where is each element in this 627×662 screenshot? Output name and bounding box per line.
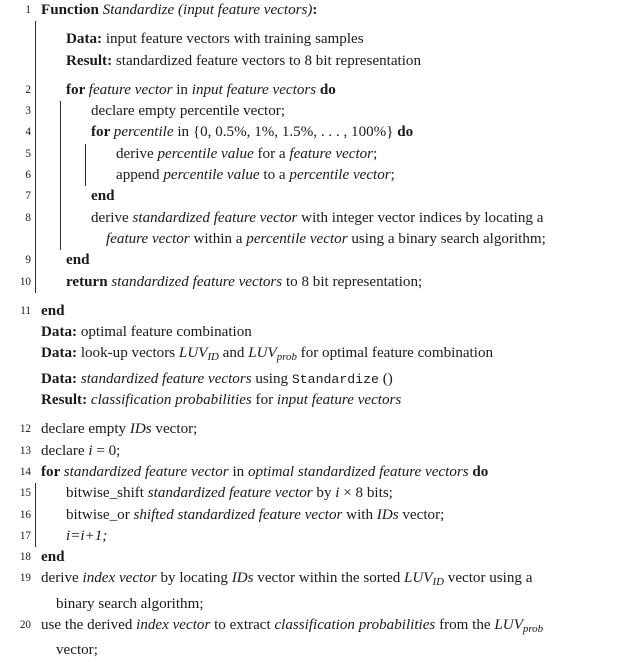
subscript-text: prob xyxy=(276,351,297,364)
algorithm-spec-line xyxy=(0,322,627,343)
algorithm-line xyxy=(0,165,627,186)
variable-text: i xyxy=(335,485,340,502)
plain-text: bitwise_or xyxy=(66,506,134,523)
plain-text: vector; xyxy=(151,421,198,438)
line-content xyxy=(35,462,627,483)
variable-text: percentile vector xyxy=(246,230,348,247)
line-number: 20 xyxy=(19,619,31,632)
variable-text: input feature vectors xyxy=(276,392,402,409)
plain-text: ; xyxy=(373,145,378,162)
line-number: 18 xyxy=(19,551,31,564)
line-content xyxy=(60,250,627,271)
indent-rule xyxy=(60,208,85,251)
keyword: for xyxy=(66,81,89,98)
keyword: Result: xyxy=(66,52,113,69)
plain-text: append xyxy=(116,167,164,184)
algorithm-spec-line xyxy=(0,343,627,368)
plain-text: for xyxy=(251,392,277,409)
plain-text: from the xyxy=(435,617,495,634)
plain-text: derive xyxy=(116,145,158,162)
indent-rule xyxy=(60,122,85,143)
keyword: return xyxy=(66,273,112,290)
variable-text: optimal standardized feature vectors xyxy=(247,463,469,480)
line-number: 3 xyxy=(25,105,31,118)
keyword: Data: xyxy=(41,370,78,387)
indent-rule xyxy=(60,144,85,165)
plain-text: input feature vectors with training samples xyxy=(102,31,364,48)
plain-text: vector; xyxy=(398,506,445,523)
variable-text: standardized feature vector xyxy=(132,209,298,226)
plain-text: declare empty percentile vector; xyxy=(91,103,286,120)
variable-text: Standardize (input feature vectors) xyxy=(102,2,313,18)
indent-rule xyxy=(60,101,85,122)
line-content xyxy=(60,505,627,526)
algorithm-line xyxy=(0,301,627,322)
indent-rule xyxy=(35,526,60,547)
indent-rule xyxy=(35,51,60,72)
keyword: Function xyxy=(41,2,103,18)
keyword: do xyxy=(468,463,489,480)
variable-text: standardized feature vectors xyxy=(80,370,252,387)
line-content xyxy=(110,165,627,186)
line-content xyxy=(110,144,627,165)
plain-text: by xyxy=(312,485,336,502)
plain-text: with xyxy=(342,506,377,523)
line-content xyxy=(35,369,627,390)
indent-rule xyxy=(35,165,60,186)
keyword: : xyxy=(312,2,318,18)
line-content xyxy=(35,547,627,568)
line-content xyxy=(35,343,627,368)
keyword: end xyxy=(41,549,65,566)
line-number: 12 xyxy=(19,423,31,436)
plain-text: vector within the sorted xyxy=(253,570,405,587)
algorithm-spec-line xyxy=(0,369,627,390)
line-content xyxy=(60,272,627,293)
keyword: end xyxy=(91,188,115,205)
line-content xyxy=(35,419,627,440)
variable-text: LUV xyxy=(248,345,277,362)
plain-text: in xyxy=(172,81,192,98)
plain-text: × 8 bits; xyxy=(339,485,393,502)
line-number: 2 xyxy=(25,83,31,96)
plain-text: ; xyxy=(390,167,395,184)
line-continuation xyxy=(91,229,627,250)
algorithm-line xyxy=(0,615,627,662)
plain-text: () xyxy=(378,370,393,387)
line-number: 6 xyxy=(25,169,31,182)
algorithm-line xyxy=(0,250,627,271)
plain-text: vector using a xyxy=(444,570,533,587)
line-content xyxy=(60,483,627,504)
algorithm-line xyxy=(0,462,627,483)
keyword: end xyxy=(41,302,65,319)
variable-text: shifted standardized feature vector xyxy=(133,506,343,523)
algorithm-line xyxy=(0,483,627,504)
plain-text: by locating xyxy=(156,570,232,587)
line-number: 11 xyxy=(20,304,31,317)
line-number: 8 xyxy=(25,211,31,224)
line-content xyxy=(35,615,627,662)
subscript-text: ID xyxy=(207,351,219,364)
plain-text: to a xyxy=(259,167,290,184)
line-number: 5 xyxy=(25,147,31,160)
variable-text: index vector xyxy=(136,617,211,634)
variable-text: index vector xyxy=(82,570,157,587)
plain-text: in {0, 0.5%, 1%, 1.5%, . . . , 100%} xyxy=(173,124,398,141)
variable-text: percentile value xyxy=(163,167,260,184)
plain-text: for optimal feature combination xyxy=(296,345,494,362)
indent-rule xyxy=(35,80,60,101)
subscript-text: ID xyxy=(432,576,444,589)
indent-rule xyxy=(85,144,110,165)
algorithm-line xyxy=(0,101,627,122)
algorithm-spec-line xyxy=(0,51,627,72)
variable-text: percentile xyxy=(113,124,174,141)
plain-text: standardized feature vectors to 8 bit representation xyxy=(112,52,422,69)
line-content xyxy=(35,322,627,343)
line-content xyxy=(35,441,627,462)
plain-text: within a xyxy=(189,230,247,247)
line-number: 10 xyxy=(19,275,31,288)
variable-text: i xyxy=(88,442,93,459)
line-content xyxy=(60,526,627,547)
variable-text: feature vector xyxy=(106,230,190,247)
plain-text: look-up vectors xyxy=(77,345,179,362)
line-number: 15 xyxy=(19,487,31,500)
variable-text: standardized feature vectors xyxy=(111,273,283,290)
plain-text: bitwise_shift xyxy=(66,485,148,502)
variable-text: IDs xyxy=(129,421,152,438)
line-number: 17 xyxy=(19,529,31,542)
variable-text: LUV xyxy=(494,617,523,634)
plain-text: binary search algorithm; xyxy=(56,595,204,612)
line-continuation xyxy=(41,640,627,661)
indent-rule xyxy=(35,144,60,165)
indent-rule xyxy=(85,165,110,186)
algorithm-line xyxy=(0,568,627,615)
keyword: do xyxy=(316,81,336,98)
variable-text: percentile value xyxy=(157,145,254,162)
variable-text: IDs xyxy=(376,506,399,523)
plain-text: vector; xyxy=(56,642,98,659)
keyword: end xyxy=(66,252,90,269)
algorithm-line xyxy=(0,547,627,568)
line-content xyxy=(60,80,627,101)
keyword: Data: xyxy=(66,31,103,48)
plain-text: derive xyxy=(41,570,83,587)
plain-text: to extract xyxy=(210,617,275,634)
indent-rule xyxy=(35,29,60,50)
line-content xyxy=(85,208,627,251)
line-number: 4 xyxy=(25,126,31,139)
subscript-text: prob xyxy=(522,623,544,636)
algorithm-line xyxy=(0,144,627,165)
variable-text: standardized feature vector xyxy=(147,485,313,502)
indent-rule xyxy=(35,208,60,251)
keyword: for xyxy=(91,124,114,141)
variable-text: i=i+1; xyxy=(66,527,108,544)
algorithm-line xyxy=(0,0,627,21)
variable-text: standardized feature vector xyxy=(63,463,229,480)
line-content xyxy=(60,51,627,72)
variable-text: percentile vector xyxy=(289,167,391,184)
plain-text: using a binary search algorithm; xyxy=(347,230,546,247)
algorithm-line xyxy=(0,505,627,526)
indent-rule xyxy=(35,101,60,122)
line-content xyxy=(85,101,627,122)
plain-text: = 0; xyxy=(92,442,121,459)
indent-rule xyxy=(35,122,60,143)
plain-text: use the derived xyxy=(41,617,137,634)
keyword: Data: xyxy=(41,345,78,362)
line-content xyxy=(85,122,627,143)
plain-text: declare xyxy=(41,442,89,459)
line-number: 16 xyxy=(19,508,31,521)
indent-rule xyxy=(35,272,60,293)
algorithm-line xyxy=(0,419,627,440)
keyword: Result: xyxy=(41,392,88,409)
plain-text: using xyxy=(251,370,292,387)
variable-text: LUV xyxy=(404,570,433,587)
keyword: Data: xyxy=(41,324,78,341)
variable-text: LUV xyxy=(178,345,208,362)
line-number: 7 xyxy=(25,190,31,203)
plain-text: for a xyxy=(253,145,290,162)
algorithm-line xyxy=(0,80,627,101)
keyword: do xyxy=(397,124,414,141)
variable-text: input feature vectors xyxy=(191,81,317,98)
line-number: 14 xyxy=(19,465,31,478)
indent-rule xyxy=(35,505,60,526)
indent-rule xyxy=(35,250,60,271)
line-content xyxy=(85,186,627,207)
algorithm-line xyxy=(0,122,627,143)
variable-text: classification probabilities xyxy=(90,392,252,409)
line-number: 1 xyxy=(25,4,31,16)
algorithm-spec-line xyxy=(0,390,627,411)
line-content xyxy=(35,0,627,21)
plain-text: with integer vector indices by locating a xyxy=(297,209,544,226)
line-content xyxy=(35,568,627,615)
plain-text: to 8 bit representation; xyxy=(282,273,423,290)
line-number: 19 xyxy=(19,572,31,585)
algorithm-line xyxy=(0,272,627,293)
code-identifier: Standardize xyxy=(291,371,379,387)
line-number: 13 xyxy=(19,444,31,457)
algorithm-line xyxy=(0,186,627,207)
algorithm-line xyxy=(0,526,627,547)
variable-text: feature vector xyxy=(289,145,374,162)
plain-text: in xyxy=(228,463,248,480)
keyword: for xyxy=(41,463,64,480)
variable-text: classification probabilities xyxy=(274,617,436,634)
line-content xyxy=(35,301,627,322)
plain-text: optimal feature combination xyxy=(77,324,252,341)
algorithm-line xyxy=(0,441,627,462)
indent-rule xyxy=(60,186,85,207)
indent-rule xyxy=(60,165,85,186)
algorithm-line xyxy=(0,208,627,251)
line-continuation xyxy=(41,594,627,615)
indent-rule xyxy=(35,483,60,504)
line-content xyxy=(35,390,627,411)
plain-text: declare empty xyxy=(41,421,130,438)
line-number: 9 xyxy=(25,254,31,267)
algorithm-spec-line xyxy=(0,29,627,50)
variable-text: feature vector xyxy=(88,81,173,98)
variable-text: IDs xyxy=(231,570,254,587)
line-content xyxy=(60,29,627,50)
plain-text: and xyxy=(218,345,249,362)
plain-text: derive xyxy=(91,209,133,226)
indent-rule xyxy=(35,186,60,207)
